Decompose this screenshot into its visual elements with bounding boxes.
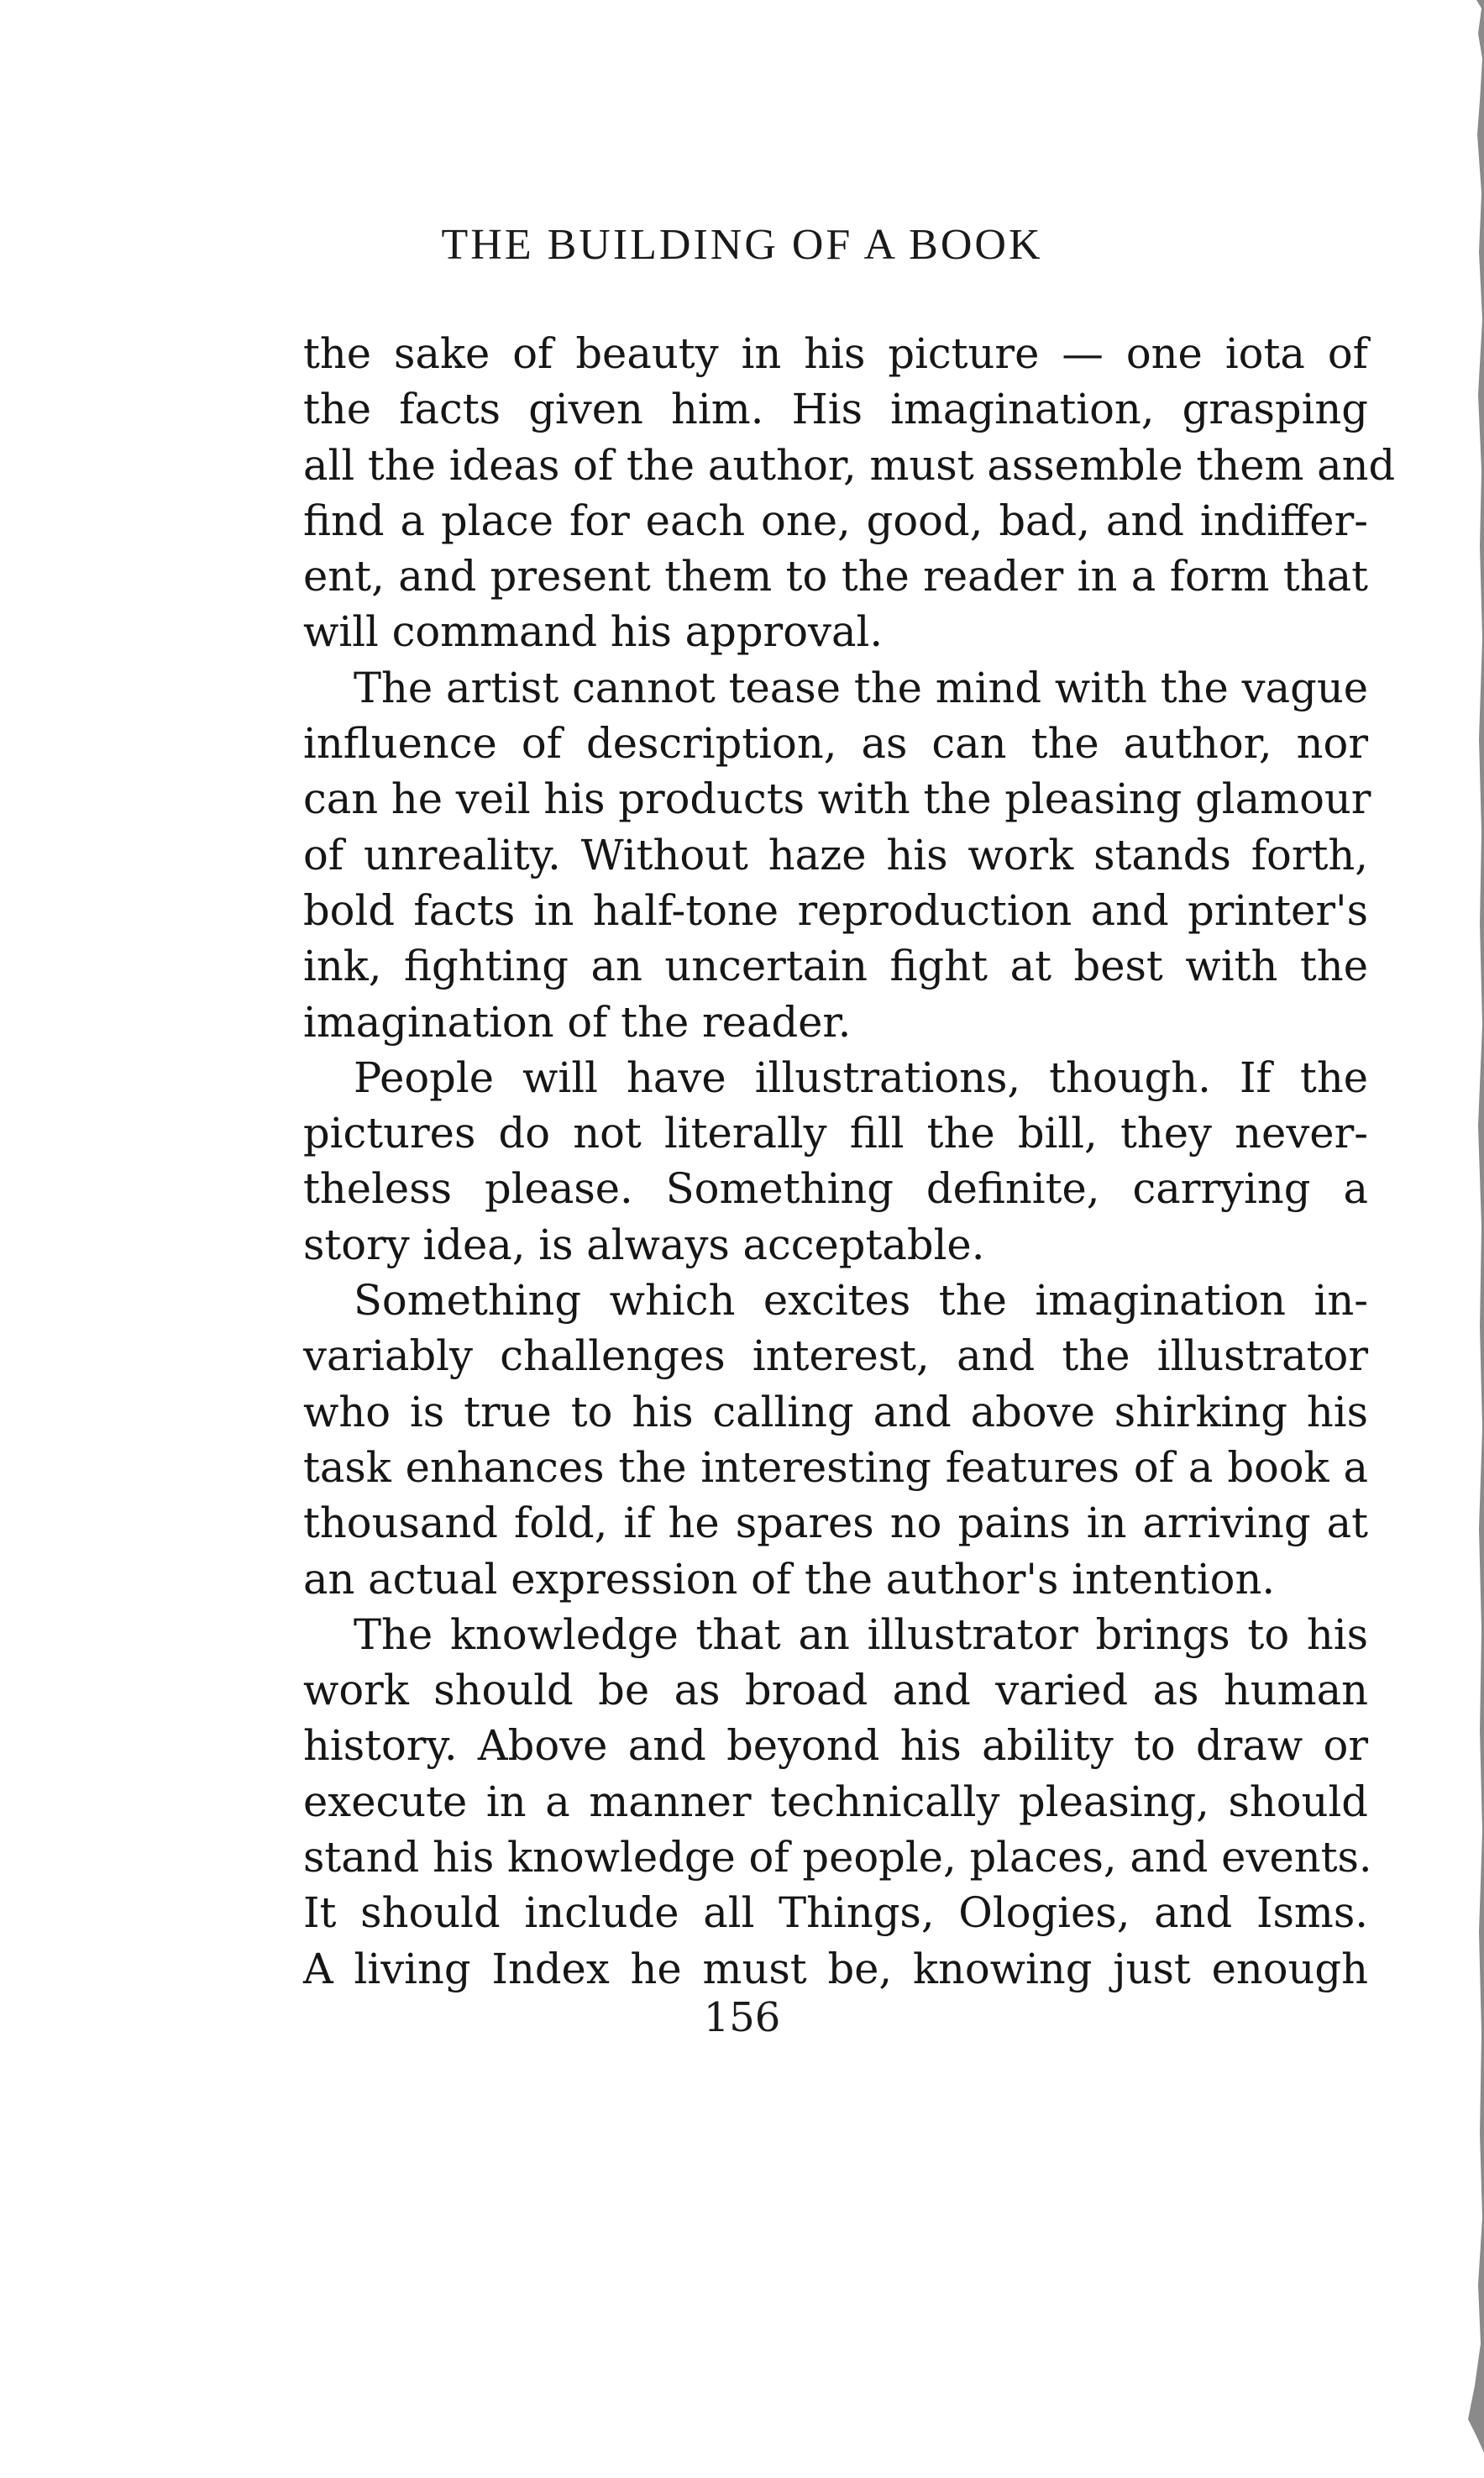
text-line: an actual expression of the author's intention.	[303, 1554, 1276, 1604]
text-line: variably challenges interest, and the illustrator	[303, 1331, 1368, 1381]
text-line: theless please. Something definite, carrying a	[303, 1164, 1368, 1214]
text-line: will command his approval.	[303, 607, 884, 657]
paragraph-first-line: Something which excites the imagination in-	[354, 1276, 1368, 1326]
text-line: work should be as broad and varied as human	[303, 1666, 1368, 1715]
paragraph-first-line: The artist cannot tease the mind with the vague	[354, 663, 1368, 712]
text-line: the sake of beauty in his picture — one iota of	[303, 329, 1368, 378]
paragraph-first-line: The knowledge that an illustrator brings to his	[354, 1609, 1368, 1659]
text-line: imagination of the reader.	[303, 997, 852, 1047]
text-line: ink, fighting an uncertain fight at best with the	[303, 942, 1368, 991]
running-head: THE BUILDING OF A BOOK	[441, 221, 1043, 269]
body-text	[303, 326, 1396, 1997]
paragraph-first-line: People will have illustrations, though. If the	[354, 1053, 1368, 1102]
text-line: A living Index he must be, knowing just enough	[303, 1944, 1368, 1993]
text-line: stand his knowledge of people, places, and events.	[303, 1833, 1372, 1882]
text-line: can he veil his products with the pleasing glamour	[303, 774, 1371, 824]
text-line: bold facts in half-tone reproduction and printer's	[303, 885, 1368, 935]
text-line: ent, and present them to the reader in a form that	[303, 552, 1368, 601]
text-line: who is true to his calling and above shirking his	[303, 1387, 1368, 1436]
text-line: find a place for each one, good, bad, and indiffer-	[303, 496, 1368, 545]
text-line: It should include all Things, Ologies, and Isms.	[303, 1888, 1368, 1938]
text-line: thousand fold, if he spares no pains in arriving at	[303, 1499, 1368, 1548]
text-line: pictures do not literally fill the bill, they never-	[303, 1109, 1368, 1158]
page-number: 156	[703, 1994, 781, 2041]
text-line: story idea, is always acceptable.	[303, 1220, 985, 1269]
scanned-page-edge	[1460, 0, 1484, 2478]
text-line: influence of description, as can the author, nor	[303, 719, 1368, 769]
text-line: of unreality. Without haze his work stands forth,	[303, 830, 1368, 879]
text-line: all the ideas of the author, must assemble them and	[303, 440, 1396, 490]
text-line: execute in a manner technically pleasing, should	[303, 1777, 1368, 1826]
text-line: the facts given him. His imagination, grasping	[303, 385, 1368, 434]
text-line: task enhances the interesting features of a book a	[303, 1442, 1368, 1492]
text-line: history. Above and beyond his ability to draw or	[303, 1721, 1368, 1771]
